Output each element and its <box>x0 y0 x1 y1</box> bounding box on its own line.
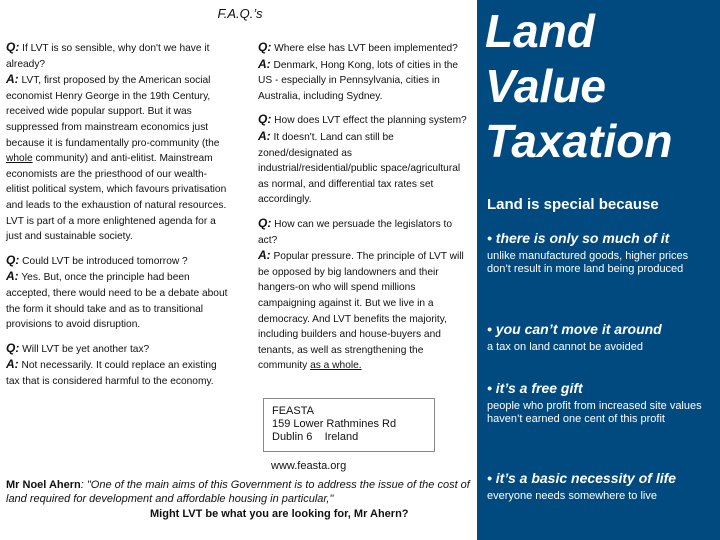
title-line: Taxation <box>485 115 673 167</box>
bullet-heading: • you can’t move it around <box>487 321 662 337</box>
bullet-block <box>487 470 715 503</box>
answer-text: Yes. But, once the principle had been accepted, there would need to be a debate about the form it should take and as to transitional provisions to avoid disruption. <box>6 272 228 331</box>
quote-text: : "One of the main aims of this Government is to address the issue of the cost of land required for development and affordable housing in particular," <box>6 479 470 505</box>
answer-label: A: <box>258 56 271 71</box>
faq-item <box>258 40 468 104</box>
panel-title <box>485 4 672 169</box>
answer-text-rest: community) and anti-elitist. Mainstream economists are the priesthood of our wealth-elitist political system, which favours privatisation and leads to the exhaustion of natural resources. LVT is part of a more enlightened agenda for a just and sustainable society. <box>6 153 227 243</box>
question-text: How does LVT effect the planning system? <box>271 115 467 127</box>
bullet-text: unlike manufactured goods, higher prices don’t result in more land being produced <box>487 250 689 275</box>
answer-text: LVT, first proposed by the American social economist Henry George in the 19th Century, received wide popular support. But it was suppressed from mainstream economics just because it is fundamentally pro-community (the <box>6 75 220 149</box>
question-text: Where else has LVT been implemented? <box>271 43 458 54</box>
question-label: Q: <box>258 40 272 54</box>
bullet-block <box>487 321 715 354</box>
bullet-text: everyone needs somewhere to live <box>487 490 657 502</box>
faq-column-middle <box>258 40 468 382</box>
answer-label: A: <box>6 269 19 284</box>
faq-column-left <box>6 40 228 397</box>
faq-item <box>258 216 468 374</box>
answer-emphasis: as a whole. <box>310 360 362 372</box>
answer-label: A: <box>6 357 19 372</box>
bullet-text: people who profit from increased site values haven’t earned one cent of this profit <box>487 400 702 425</box>
faq-item <box>6 341 228 390</box>
right-panel <box>477 0 720 540</box>
faq-item <box>258 112 468 208</box>
question-text: If LVT is so sensible, why don't we have it already? <box>6 43 210 70</box>
question-label: Q: <box>258 215 272 230</box>
answer-emphasis: whole <box>6 153 33 165</box>
question-label: Q: <box>258 112 272 127</box>
answer-text: Denmark, Hong Kong, lots of cities in the US - especially in Pennsylvania, cities in Australia, including Sydney. <box>258 59 459 102</box>
contact-address-line-2: Dublin 6 Ireland <box>272 431 359 443</box>
question-text: Will LVT be yet another tax? <box>19 343 150 355</box>
bullet-text: a tax on land cannot be avoided <box>487 341 643 353</box>
website-link[interactable]: www.feasta.org <box>271 460 347 472</box>
panel-lead: Land is special because <box>487 196 659 213</box>
answer-label: A: <box>258 128 271 143</box>
faq-item <box>6 253 228 333</box>
bullet-heading: • it’s a free gift <box>487 380 583 396</box>
question-label: Q: <box>6 252 20 267</box>
bullet-heading: • it’s a basic necessity of life <box>487 470 677 486</box>
answer-label: A: <box>258 248 271 263</box>
ahern-quote <box>6 478 474 506</box>
closing-question: Might LVT be what you are looking for, Mr Ahern? <box>150 508 409 520</box>
question-label: Q: <box>6 340 20 355</box>
question-text: Could LVT be introduced tomorrow ? <box>19 255 188 267</box>
answer-text: Not necessarily. It could replace an existing tax that is considered harmful to the economy. <box>6 360 217 387</box>
answer-label: A: <box>6 72 19 87</box>
quote-speaker: Mr Noel Ahern <box>6 479 81 491</box>
title-line: Value <box>485 60 607 112</box>
faq-item <box>6 40 228 245</box>
contact-org: FEASTA <box>272 405 314 417</box>
bullet-block <box>487 380 715 426</box>
question-text: How can we persuade the legislators to act? <box>258 218 452 246</box>
answer-text: Popular pressure. The principle of LVT will be opposed by big landowners and their hangers-on who will spend millions campaigning against it. But we live in a democracy. And LVT benefits the majority, including builders and house-buyers and tenants, as well as strengthening the community <box>258 251 464 372</box>
bullet-block <box>487 230 715 276</box>
answer-text: It doesn't. Land can still be zoned/designated as industrial/residential/public space/agricultural as normal, and differential tax rates set accordingly. <box>258 131 461 206</box>
title-line: Land <box>485 5 595 57</box>
question-label: Q: <box>6 40 20 54</box>
bullet-heading: • there is only so much of it <box>487 230 670 246</box>
faq-title: F.A.Q.’s <box>217 6 263 21</box>
contact-address-line-1: 159 Lower Rathmines Rd <box>272 418 397 430</box>
contact-box <box>263 398 435 452</box>
